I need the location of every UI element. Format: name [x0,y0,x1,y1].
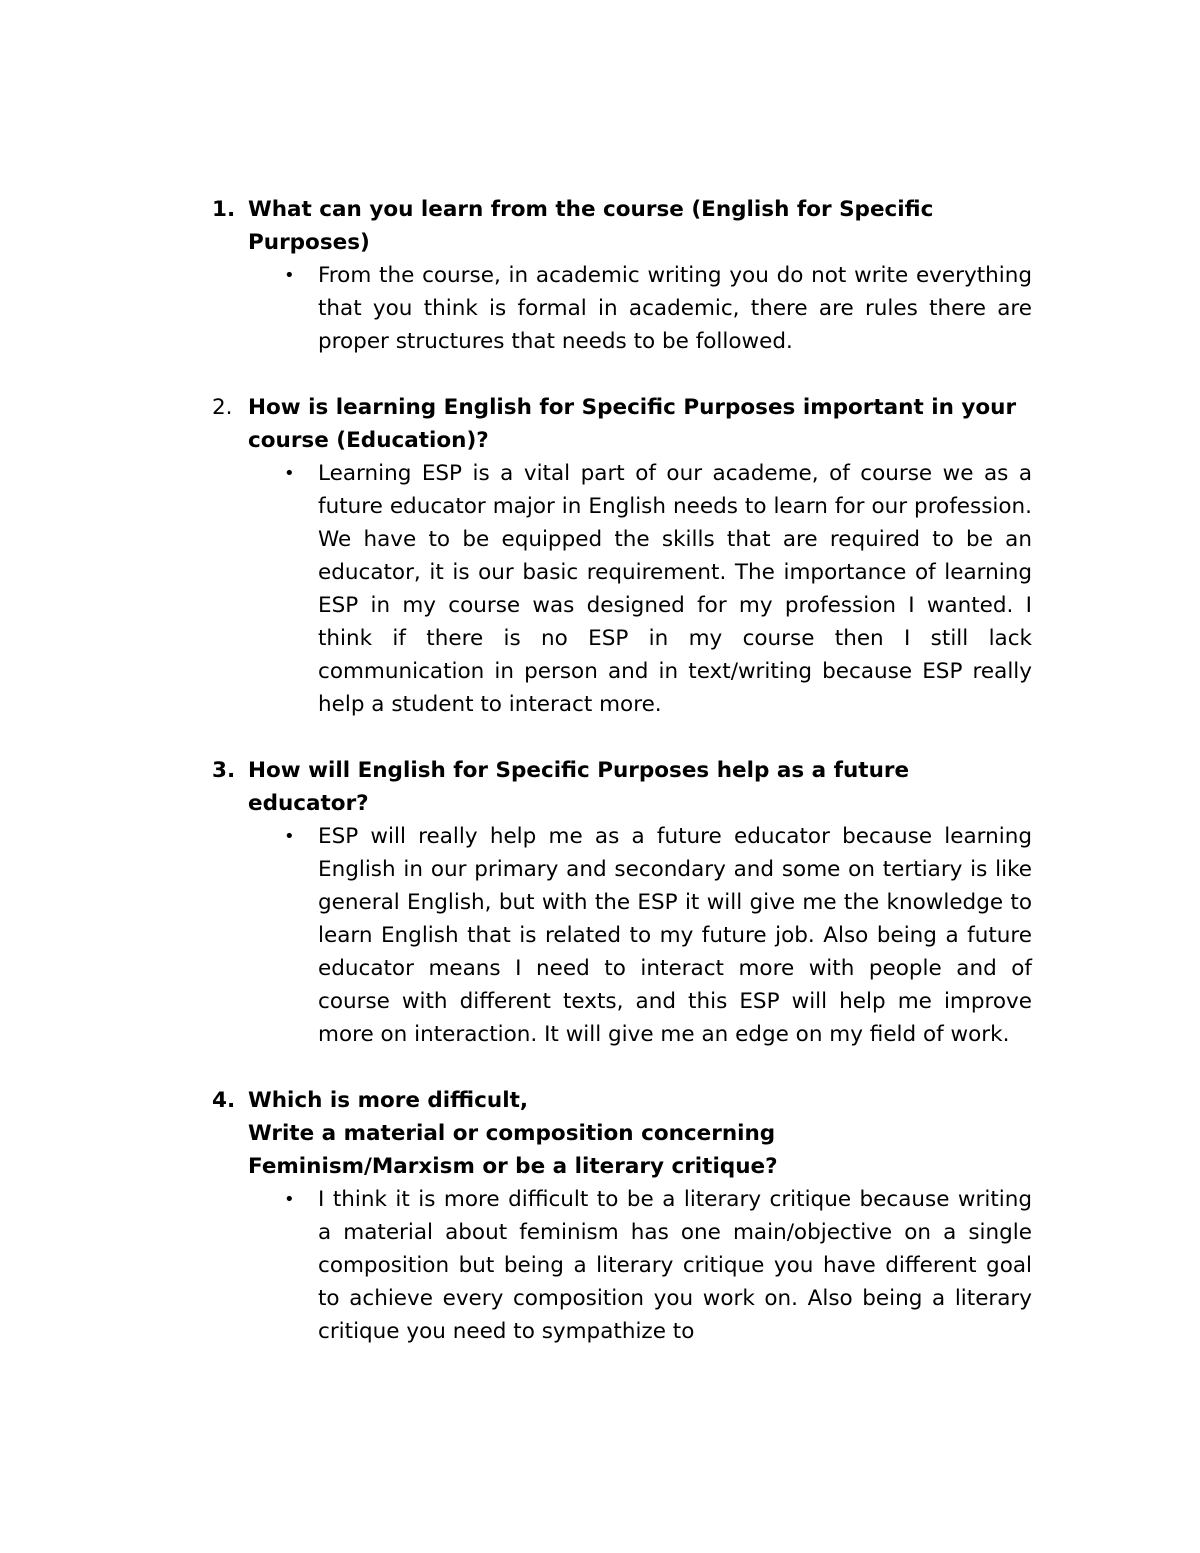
question-item-4 [212,1084,1032,1348]
question-number: 2. [212,395,233,420]
question-text: What can you learn from the course (English for Specific Purposes) [248,197,934,255]
answer-text: ESP will really help me as a future educator because learning English in our primary and secondary and some on tertiary is like general English, but with the ESP it will give me the knowledge to learn English that is related to my future job. Also being a future educator means I need to interact more with people and of course with different texts, and this ESP will help me improve more on interaction. It will give me an edge on my field of work. [318,824,1032,1047]
question-list [212,193,1032,1381]
question-line-1: Which is more difficult, [248,1088,529,1113]
answer-paragraph [248,1183,1032,1348]
question-number: 4. [212,1088,236,1113]
answer-text: Learning ESP is a vital part of our academe, of course we as a future educator major in English needs to learn for our profession. We have to be equipped the skills that are required to be an educator, it is our basic requirement. The importance of learning ESP in my course was designed for my profession I wanted. I think if there is no ESP in my course then I still lack communication in person and in text/writing because ESP really help a student to interact more. [318,461,1032,717]
answer-paragraph [248,259,1032,358]
question-item-1 [212,193,1032,358]
question-text: How is learning English for Specific Purposes important in your course (Education)? [248,395,1017,453]
answer-paragraph [248,457,1032,721]
answer-text: From the course, in academic writing you do not write everything that you think is formal in academic, there are rules there are proper structures that needs to be followed. [318,263,1032,354]
answer-text: I think it is more difficult to be a literary critique because writing a material about feminism has one main/objective on a single composition but being a literary critique you have different goal to achieve every composition you work on. Also being a literary critique you need to sympathize to [318,1187,1032,1344]
answer-paragraph [248,820,1032,1051]
bullet-icon: • [284,463,295,484]
question-number: 3. [212,758,236,783]
bullet-icon: • [284,826,295,847]
bullet-icon: • [284,1189,295,1210]
question-line-2: Write a material or composition concerning [248,1121,776,1146]
question-item-3 [212,754,1032,1051]
question-line-3: Feminism/Marxism or be a literary critique? [248,1154,778,1179]
question-item-2 [212,391,1032,721]
question-text [248,1084,1032,1183]
question-number: 1. [212,197,236,222]
bullet-icon: • [284,265,295,286]
question-text: How will English for Specific Purposes help as a future educator? [248,758,910,816]
